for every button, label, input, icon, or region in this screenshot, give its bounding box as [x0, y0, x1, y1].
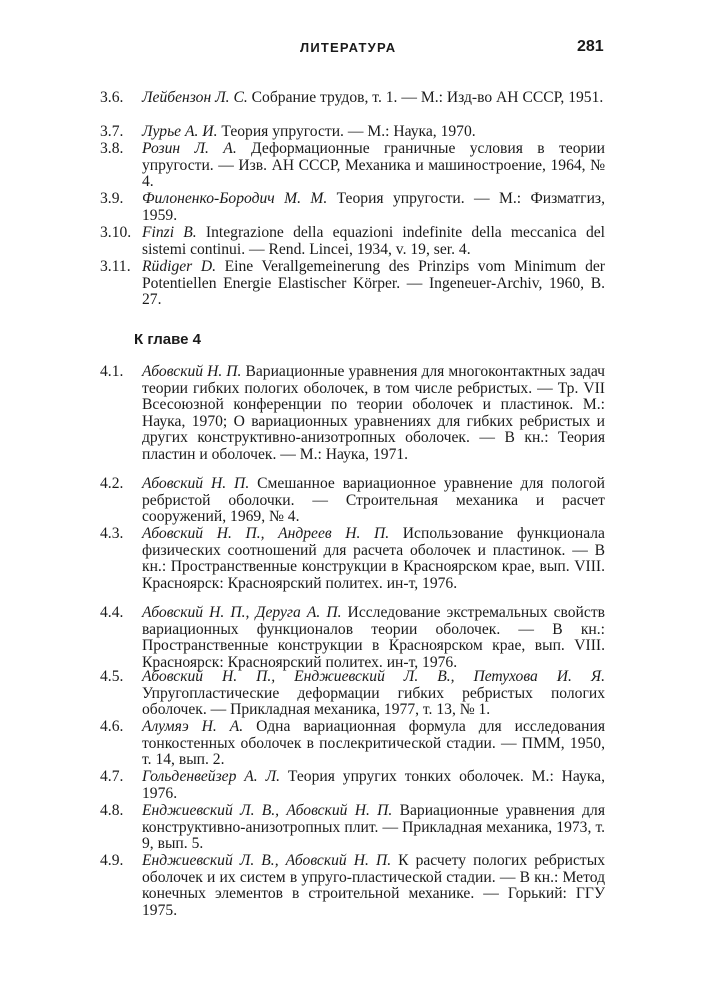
reference-author: Абовский Н. П. — [142, 475, 250, 492]
reference-text: Смешанное вариационное уравнение для пологой ребристой оболочки. — Строительная механика и расчет сооружений, 1969, № 4. — [142, 475, 606, 526]
reference-text: Eine Verallgemeinerung des Prinzips vom Minimum der Potentiellen Energie Elastischer Körper. — Ingeneuer-Archiv, 1960, B. 27. — [142, 258, 606, 309]
reference-number: 3.10. — [100, 224, 132, 241]
reference-entry — [100, 191, 605, 225]
reference-entry — [100, 669, 605, 719]
reference-number: 4.5. — [100, 668, 124, 685]
reference-text: Вариационные уравнения для многоконтактных задач теории гибких пологих оболочек, в том числе ребристых. — Тр. VII Всесоюзной конференции по теории оболочек и пластинок. М.: Наука, 1970; О вариационных уравнениях для гибких ребристых и других конструктивно-анизотропных оболочек. — В кн.: Теория пластин и оболочек. — М.: Наука, 1971. — [142, 363, 605, 463]
reference-number: 4.9. — [100, 852, 124, 869]
reference-entry — [100, 124, 605, 141]
reference-author: Абовский Н. П., Енджиевский Л. В., Петухова И. Я. — [142, 668, 605, 685]
reference-number: 4.3. — [100, 525, 124, 542]
reference-entry — [100, 225, 605, 259]
reference-number: 4.6. — [100, 718, 124, 735]
chapter-4-heading: К главе 4 — [134, 331, 201, 348]
reference-number: 3.7. — [100, 123, 124, 140]
reference-entry — [100, 141, 605, 191]
reference-entry — [100, 853, 605, 921]
reference-entry — [100, 769, 605, 803]
reference-entry — [100, 476, 605, 526]
reference-author: Rüdiger D. — [142, 258, 216, 275]
reference-entry — [100, 605, 605, 669]
reference-text: Integrazione della equazioni indefinite della meccanica del sistemi continui. — Rend. Lincei, 1934, v. 19, ser. 4. — [142, 224, 605, 258]
reference-author: Абовский Н. П., Андреев Н. П. — [142, 525, 390, 542]
reference-text: Исследование экстремальных свойств вариационных функционалов теории оболочек. — В кн.: Пространственные конструкции в Красноярском крае, вып. VIII. Красноярск: Красноярский политех. ин-т, 1976. — [142, 604, 605, 671]
reference-entry — [100, 803, 605, 853]
reference-text: Теория упругости. — М.: Наука, 1970. — [217, 123, 476, 140]
reference-text: Вариационные уравнения для конструктивно-анизотропных плит. — Прикладная механика, 1973, т. 9, вып. 5. — [142, 802, 605, 853]
reference-number: 3.11. — [100, 258, 131, 275]
reference-author: Алумяэ Н. А. — [142, 718, 244, 735]
reference-text: Одна вариационная формула для исследования тонкостенных оболочек в послекритической стадии. — ПММ, 1950, т. 14, вып. 2. — [142, 718, 605, 769]
reference-author: Гольденвейзер А. Л. — [142, 768, 281, 785]
reference-number: 4.1. — [100, 363, 124, 380]
reference-author: Finzi B. — [142, 224, 197, 241]
reference-text: Теория упругих тонких оболочек. М.: Наука, 1976. — [142, 768, 605, 802]
references-chapter-4 — [100, 364, 605, 921]
reference-entry — [100, 259, 605, 309]
reference-number: 4.2. — [100, 475, 124, 492]
reference-author: Абовский Н. П., Деруга А. П. — [142, 604, 342, 621]
reference-number: 3.8. — [100, 140, 124, 157]
page-number: 281 — [577, 38, 604, 55]
reference-number: 4.7. — [100, 768, 124, 785]
reference-entry — [100, 364, 605, 476]
reference-author: Лурье А. И. — [142, 123, 218, 140]
reference-author: Енджиевский Л. В., Абовский Н. П. — [142, 802, 393, 819]
references-chapter-3 — [100, 90, 605, 309]
reference-number: 4.4. — [100, 604, 124, 621]
reference-author: Енджиевский Л. В., Абовский Н. П. — [142, 852, 392, 869]
reference-text: Упругопластические деформации гибких ребристых пологих оболочек. — Прикладная механика, 1977, т. 13, № 1. — [142, 684, 605, 719]
reference-text: Собрание трудов, т. 1. — М.: Изд-во АН СССР, 1951. — [247, 89, 604, 106]
reference-number: 3.6. — [100, 89, 124, 106]
page-header — [0, 40, 721, 62]
reference-author: Абовский Н. П. — [142, 363, 242, 380]
reference-entry — [100, 719, 605, 769]
reference-text: Теория упругости. — М.: Физматгиз, 1959. — [142, 190, 605, 224]
reference-author: Лейбензон Л. С. — [142, 89, 248, 106]
reference-number: 4.8. — [100, 802, 124, 819]
reference-number: 3.9. — [100, 190, 124, 207]
reference-entry — [100, 526, 605, 605]
reference-text: Деформационные граничные условия в теории упругости. — Изв. АН СССР, Механика и машиностроение, 1964, № 4. — [142, 140, 605, 191]
running-title: ЛИТЕРАТУРА — [300, 40, 397, 55]
reference-author: Филоненко-Бородич М. М. — [142, 190, 328, 207]
reference-text: К расчету пологих ребристых оболочек и их систем в упруго-пластической стадии. — В кн.: Метод конечных элементов в строительной механике. — Горький: ГГУ 1975. — [142, 852, 605, 919]
reference-author: Розин Л. А. — [142, 140, 237, 157]
reference-text: Использование функционала физических соотношений для расчета оболочек и пластинок. — В кн.: Пространственные конструкции в Красноярском крае, вып. VIII. Красноярск: Красноярский политех. ин-т, 1976. — [142, 525, 605, 592]
reference-entry — [100, 90, 605, 124]
